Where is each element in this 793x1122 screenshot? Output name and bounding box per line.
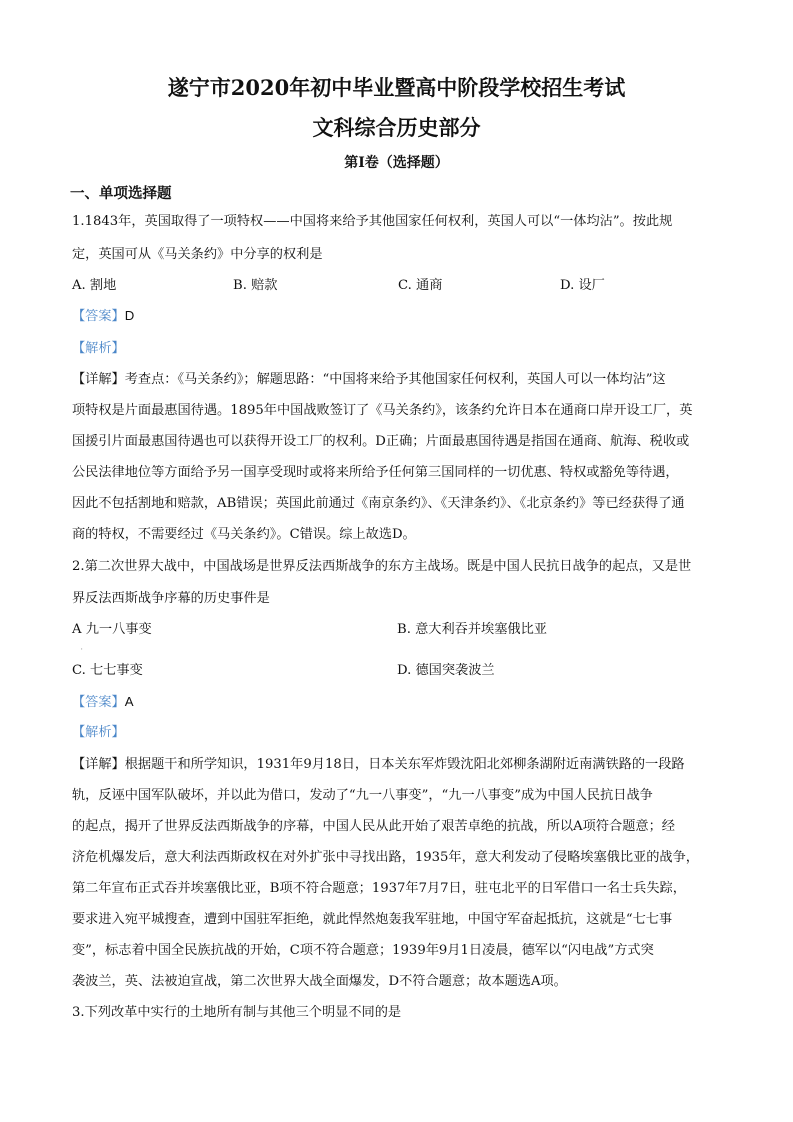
q2-detail-line-5: 第二年宣布正式吞并埃塞俄比亚，B项不符合题意；1937年7月7日，驻屯北平的日军借口一名士兵失踪， — [72, 881, 686, 896]
exam-subtitle: 文科综合历史部分 — [312, 115, 481, 140]
q1-option-c: C. 通商 — [398, 278, 443, 293]
answer-value: A — [124, 694, 134, 709]
q2-detail-line-8: 袭波兰，英、法被迫宣战，第二次世界大战全面爆发，D不符合题意；故本题选A项。 — [72, 974, 567, 989]
q2-detail-line-2: 轨，反诬中国军队破坏，并以此为借口，发动了“九一八事变”，“九一八事变”成为中国人民抗日战争 — [72, 788, 653, 803]
q1-detail-line-2: 项特权是片面最惠国待遇。1895年中国战败签订了《马关条约》，该条约允许日本在通商口岸开设工厂，英 — [72, 403, 693, 418]
q1-option-b: B. 赔款 — [233, 278, 278, 293]
q1-detail-line-3: 国援引片面最惠国待遇也可以获得开设工厂的权利。D正确；片面最惠国待遇是指国在通商、航海、税收或 — [72, 434, 690, 449]
volume-heading: 第Ⅰ卷（选择题） — [344, 155, 449, 171]
analysis-label: 【解析】 — [72, 341, 125, 356]
q1-option-a: A. 割地 — [72, 278, 117, 293]
q1-analysis-label — [72, 339, 727, 359]
q1-detail-line-4: 公民法律地位等方面给予另一国享受现时或将来所给予任何第三国同样的一切优惠、特权或豁免等待遇， — [72, 465, 679, 480]
answer-value: D — [124, 308, 135, 323]
q2-option-d: D. 德国突袭波兰 — [397, 663, 495, 678]
q1-detail-line-5: 因此不包括割地和赔款，AB错误；英国此前通过《南京条约》、《天津条约》、《北京条约》等已经获得了通 — [72, 496, 685, 511]
q1-answer — [72, 306, 727, 327]
q1-detail-line-1: 【详解】考查点：《马关条约》；解题思路：“中国将来给予其他国家任何权利，英国人可以一体均沾”这 — [72, 372, 666, 387]
detail-label: 【详解】 — [72, 372, 125, 387]
answer-label: 【答案】 — [72, 695, 125, 710]
q2-detail-line-4: 济危机爆发后，意大利法西斯政权在对外扩张中寻找出路，1935年，意大利发动了侵略埃塞俄比亚的战争， — [72, 850, 699, 865]
stray-mark: ' — [81, 648, 83, 655]
q2-detail-line-6: 要求进入宛平城搜查，遭到中国驻军拒绝，就此悍然炮轰我军驻地，中国守军奋起抵抗，这就是“七七事 — [72, 912, 673, 927]
detail-label: 【详解】 — [72, 757, 125, 772]
q1-detail-line-6: 商的特权，不需要经过《马关条约》。C错误。综上故选D。 — [72, 527, 416, 542]
analysis-label: 【解析】 — [72, 725, 125, 740]
q2-detail-line-3: 的起点，揭开了世界反法西斯战争的序幕，中国人民从此开始了艰苦卓绝的抗战，所以A项符合题意；经 — [72, 819, 675, 834]
q2-analysis-label — [72, 723, 727, 743]
q2-option-b: B. 意大利吞并埃塞俄比亚 — [397, 622, 547, 637]
q2-detail-line-7: 变”，标志着中国全民族抗战的开始，C项不符合题意；1939年9月1日凌晨，德军以“闪电战”方式突 — [72, 943, 654, 958]
q1-stem-line-2: 定，英国可从《马关条约》中分享的权利是 — [72, 247, 323, 262]
q2-stem-line-2: 界反法西斯战争序幕的历史事件是 — [72, 591, 270, 606]
q3-stem-line-1: 3.下列改革中实行的土地所有制与其他三个明显不同的是 — [72, 1005, 402, 1020]
q2-option-a: A 九一八事变 — [72, 622, 152, 637]
q1-stem-line-1: 1.1843年，英国取得了一项特权——中国将来给予其他国家任何权利，英国人可以“一体均沾”。按此规 — [72, 214, 673, 229]
q2-stem-line-1: 2.第二次世界大战中，中国战场是世界反法西斯战争的东方主战场。既是中国人民抗日战争的起点，又是世 — [72, 559, 692, 574]
exam-title: 遂宁市2020年初中毕业暨高中阶段学校招生考试 — [167, 75, 626, 100]
q2-option-c: C. 七七事变 — [72, 663, 143, 678]
answer-label: 【答案】 — [72, 309, 125, 324]
q1-option-d: D. 设厂 — [560, 278, 605, 293]
q2-detail-line-1: 【详解】根据题干和所学知识，1931年9月18日，日本关东军炸毁沈阳北郊柳条湖附近南满铁路的一段路 — [72, 757, 685, 772]
q2-answer — [72, 692, 727, 713]
section-heading: 一、单项选择题 — [70, 185, 172, 202]
